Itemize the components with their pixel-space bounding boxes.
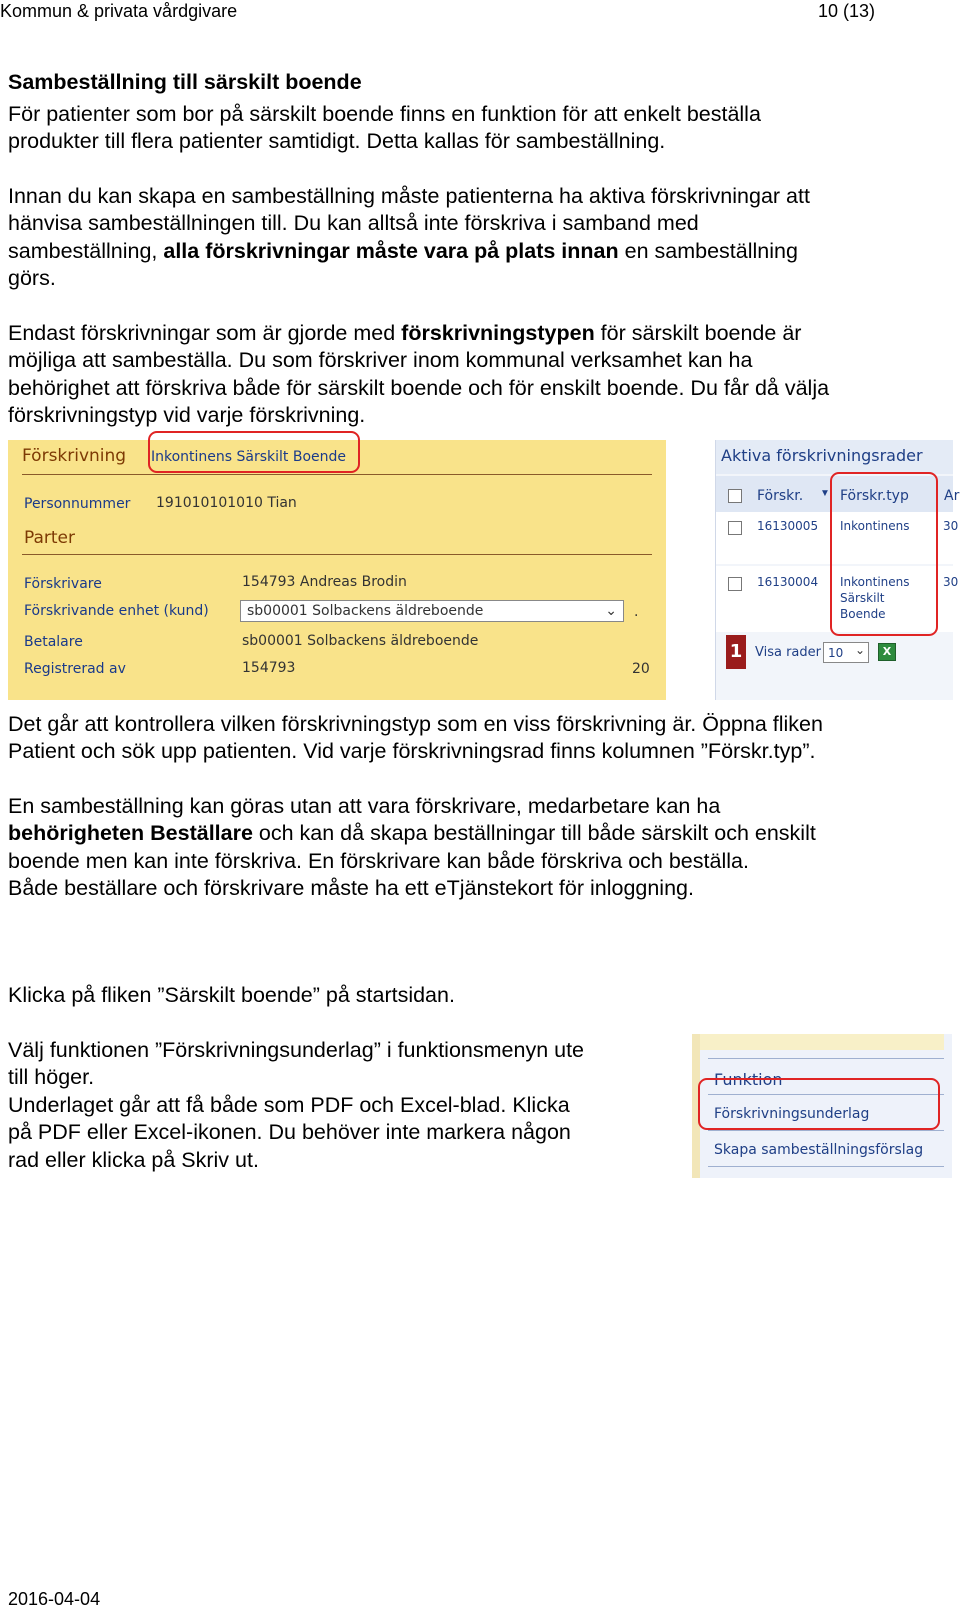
- menu-item-skapa-sambestallningsforslag[interactable]: Skapa sambeställningsförslag: [714, 1142, 924, 1158]
- personnummer-label: Personnummer: [24, 496, 131, 512]
- divider: [708, 1166, 944, 1167]
- paragraph-line: rad eller klicka på Skriv ut.: [8, 1148, 259, 1172]
- column-header-forskr-typ[interactable]: Förskr.typ: [840, 488, 909, 504]
- paragraph-line: Endast förskrivningar som är gjorde med förskrivningstypen för särskilt boende är: [8, 321, 802, 345]
- paragraph-line: Underlaget går att få både som PDF och Excel-blad. Klicka: [8, 1093, 570, 1117]
- registrerad-date: 20: [632, 661, 650, 677]
- paragraph-line: Välj funktionen ”Förskrivningsunderlag” i funktionsmenyn ute: [8, 1038, 585, 1062]
- registrerad-value: 154793: [242, 660, 296, 676]
- paragraph-line: behörighet att förskriva både för särskilt boende och för enskilt boende. Du får då välja: [8, 376, 830, 400]
- page-number: 10 (13): [818, 1, 876, 21]
- paragraph-line: boende men kan inte förskriva. En förskrivare kan både förskriva och beställa.: [8, 849, 749, 873]
- enhet-label: Förskrivande enhet (kund): [24, 603, 209, 619]
- paragraph-line: produkter till flera patienter samtidigt. Detta kallas för sambeställning.: [8, 129, 666, 153]
- paragraph-line: hänvisa sambeställningen till. Du kan alltså inte förskriva i samband med: [8, 211, 699, 235]
- divider: [22, 474, 652, 475]
- paragraph-line: görs.: [8, 266, 56, 290]
- row-checkbox[interactable]: [728, 521, 742, 535]
- row-forskr-id: 16130004: [757, 575, 819, 589]
- divider: [708, 1058, 944, 1059]
- forskrivare-value: 154793 Andreas Brodin: [242, 574, 407, 590]
- row-art: 30: [943, 519, 959, 533]
- highlight-box: [830, 472, 938, 636]
- menu-item-forskrivningsunderlag[interactable]: Förskrivningsunderlag: [714, 1106, 870, 1122]
- forskrivare-label: Förskrivare: [24, 576, 102, 592]
- paragraph-line: Både beställare och förskrivare måste ha ett eTjänstekort för inloggning.: [8, 876, 694, 900]
- highlight-box: [698, 1078, 940, 1130]
- funktion-title: Funktion: [714, 1070, 783, 1089]
- personnummer-value: 191010101010 Tian: [156, 495, 297, 511]
- page-header-left: Kommun & privata vårdgivare: [0, 1, 238, 21]
- row-forskr-typ: Inkontinens: [840, 519, 910, 533]
- excel-icon[interactable]: X: [878, 643, 896, 661]
- chevron-down-icon: ⌄: [854, 643, 865, 657]
- paragraph-line: möjliga att sambeställa. Du som förskriver inom kommunal verksamhet kan ha: [8, 348, 753, 372]
- divider: [708, 1130, 944, 1131]
- dot-marker: .: [634, 604, 639, 620]
- rows-per-page-select[interactable]: [823, 642, 869, 663]
- betalare-label: Betalare: [24, 634, 83, 650]
- paragraph-line: En sambeställning kan göras utan att vara förskrivare, medarbetare kan ha: [8, 794, 721, 818]
- paragraph-line: på PDF eller Excel-ikonen. Du behöver inte markera någon: [8, 1120, 571, 1144]
- paragraph-line: För patienter som bor på särskilt boende finns en funktion för att enkelt beställa: [8, 102, 761, 126]
- paragraph-line: behörigheten Beställare och kan då skapa beställningar till både särskilt och enskilt: [8, 821, 816, 845]
- aktiva-title: Aktiva förskrivningsrader: [721, 446, 923, 465]
- section-title: Sambeställning till särskilt boende: [8, 70, 362, 94]
- row-art: 30: [943, 575, 959, 589]
- paragraph-line: förskrivningstyp vid varje förskrivning.: [8, 403, 366, 427]
- paragraph-line: Patient och sök upp patienten. Vid varje förskrivningsrad finns kolumnen ”Förskr.typ”.: [8, 739, 816, 763]
- select-all-checkbox[interactable]: [728, 489, 742, 503]
- row-forskr-id: 16130005: [757, 519, 819, 533]
- rows-per-page-value: 10: [828, 646, 844, 660]
- registrerad-label: Registrerad av: [24, 661, 126, 677]
- forskrivning-screenshot: [8, 440, 666, 700]
- paragraph-line: sambeställning, alla förskrivningar måste vara på plats innan en sambeställning: [8, 239, 798, 263]
- paragraph-line: till höger.: [8, 1065, 95, 1089]
- top-strip: [700, 1034, 944, 1050]
- sort-arrow-icon: ▼: [820, 488, 830, 499]
- enhet-select-value: sb00001 Solbackens äldreboende: [247, 603, 484, 619]
- footer-date: 2016-04-04: [8, 1589, 101, 1609]
- aktiva-forskrivningsrader-screenshot: [715, 440, 960, 700]
- parter-heading: Parter: [24, 528, 76, 548]
- funktion-menu-screenshot: [692, 1034, 952, 1178]
- betalare-value: sb00001 Solbackens äldreboende: [242, 633, 479, 649]
- forskrivningstyp-badge: Inkontinens Särskilt Boende: [151, 449, 347, 465]
- enhet-select[interactable]: [240, 600, 624, 622]
- divider: [22, 554, 652, 555]
- row-checkbox[interactable]: [728, 577, 742, 591]
- visa-rader-label: Visa rader: [755, 645, 821, 660]
- paragraph-line: Innan du kan skapa en sambeställning måste patienterna ha aktiva förskrivningar att: [8, 184, 810, 208]
- column-header-forskr[interactable]: Förskr.: [757, 488, 804, 504]
- chevron-down-icon: ⌄: [605, 602, 617, 618]
- paragraph-line: Det går att kontrollera vilken förskrivningstyp som en viss förskrivning är. Öppna fliken: [8, 712, 823, 736]
- row-forskr-typ: Inkontinens Särskilt Boende: [840, 575, 910, 621]
- forskrivning-title: Förskrivning: [22, 446, 127, 466]
- column-header-art[interactable]: Ar: [944, 488, 960, 504]
- page-indicator[interactable]: 1: [726, 635, 746, 669]
- paragraph-line: Klicka på fliken ”Särskilt boende” på startsidan.: [8, 983, 455, 1007]
